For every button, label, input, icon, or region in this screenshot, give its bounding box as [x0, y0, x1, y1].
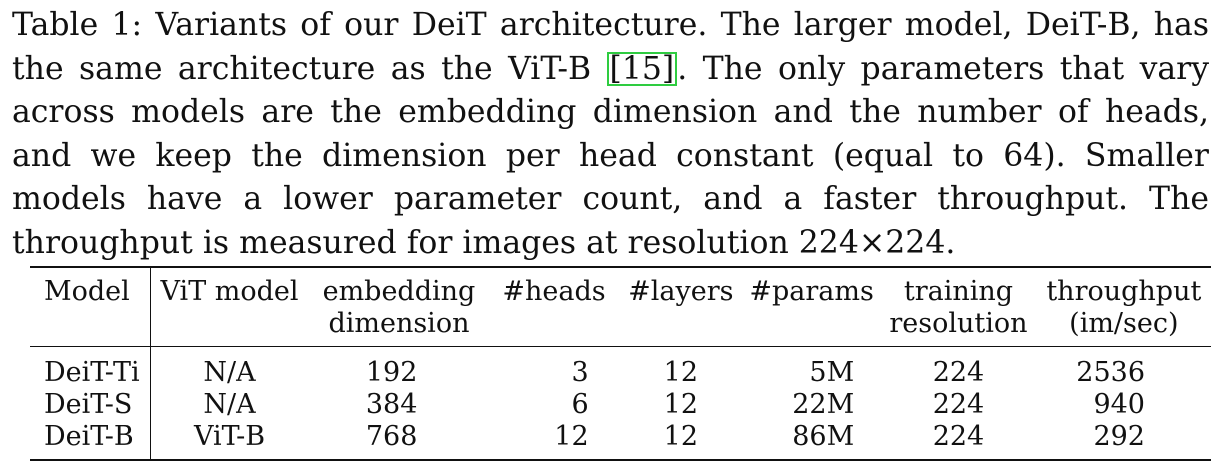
header-training-resolution: training resolution	[889, 276, 1028, 339]
cell-layers: 12	[663, 357, 698, 388]
cell-throughput: 292	[1093, 421, 1145, 452]
citation-link[interactable]: [15]	[607, 52, 678, 86]
cell-params: 86M	[792, 421, 855, 452]
caption-text-before-cite: Variants of our DeiT architecture. The larger model, DeiT-B, has the same architecture as the ViT-B	[12, 7, 1209, 87]
cell-throughput: 2536	[1076, 357, 1145, 388]
cell-params: 5M	[809, 357, 855, 388]
cell-model: DeiT-S	[30, 389, 150, 421]
caption-label: Table 1:	[12, 7, 143, 43]
cell-heads: 3	[571, 357, 589, 388]
cell-model: DeiT-B	[30, 421, 150, 460]
cell-model: DeiT-Ti	[30, 347, 150, 390]
header-throughput: throughput (im/sec)	[1046, 276, 1202, 339]
table-row	[30, 347, 1211, 390]
cell-throughput: 940	[1093, 389, 1145, 420]
cell-params: 22M	[792, 389, 855, 420]
cell-embedding: 384	[365, 389, 418, 420]
cell-vit-model: N/A	[203, 389, 256, 420]
header-params: #params	[749, 276, 874, 307]
header-model: Model	[30, 267, 150, 347]
table-row	[30, 389, 1211, 421]
cell-resolution: 224	[932, 389, 985, 420]
cell-resolution: 224	[932, 357, 985, 388]
table-header-row	[30, 267, 1211, 347]
header-layers: #layers	[628, 276, 734, 307]
cell-layers: 12	[663, 421, 698, 452]
cell-heads: 12	[554, 421, 589, 452]
cell-resolution: 224	[932, 421, 985, 452]
cell-heads: 6	[571, 389, 589, 420]
cell-embedding: 192	[365, 357, 418, 388]
header-embedding-dimension: embedding dimension	[322, 276, 476, 339]
caption-text-after-cite: . The only parameters that vary across models are the embedding dimension and the number of heads, and we keep the dimension per head constant (equal to 64). Smaller models have a lower parameter count, and a faster throughput. The throughput is measured for images at resolution 224×224.	[12, 50, 1209, 261]
header-vit-model: ViT model	[160, 276, 299, 307]
cell-embedding: 768	[365, 421, 418, 452]
cell-vit-model: ViT-B	[193, 421, 266, 452]
header-heads: #heads	[502, 276, 606, 307]
table-row	[30, 421, 1211, 460]
deit-variants-table	[30, 266, 1211, 461]
cell-layers: 12	[663, 389, 698, 420]
table-caption	[12, 4, 1209, 266]
cell-vit-model: N/A	[203, 357, 256, 388]
